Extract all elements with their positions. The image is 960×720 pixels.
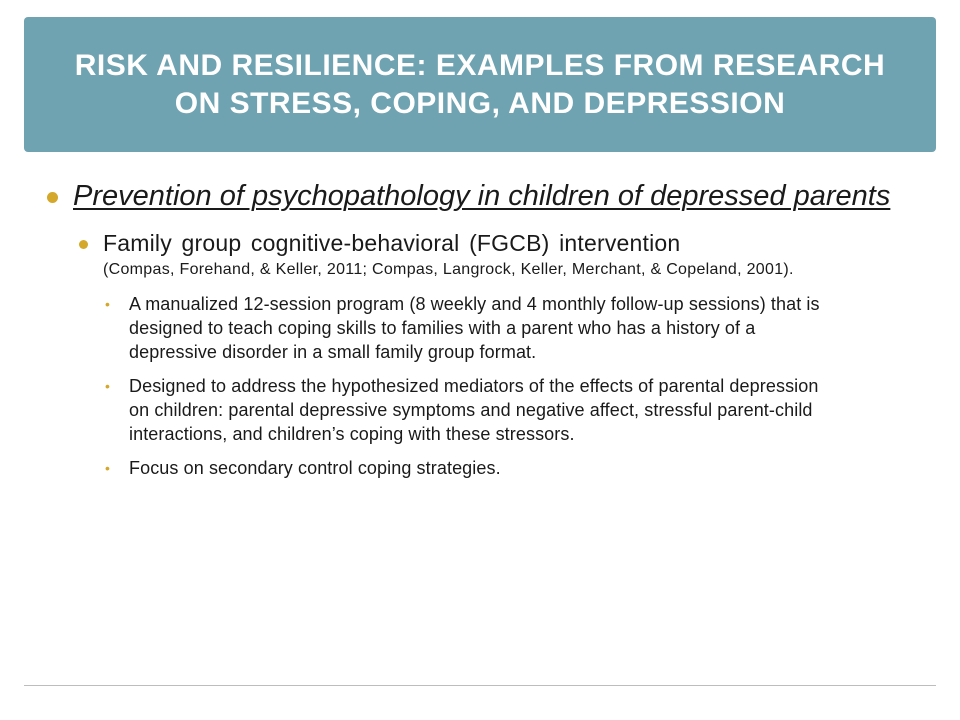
- slide-content: [45, 177, 905, 490]
- slide-title: RISK AND RESILIENCE: EXAMPLES FROM RESEARCH ON STRESS, COPING, AND DEPRESSION: [74, 48, 886, 120]
- detail-item: [103, 374, 823, 446]
- bullet-small-icon: •: [105, 460, 111, 476]
- intervention-name: Family group cognitive-behavioral (FGCB) intervention: [103, 230, 681, 256]
- bullet-small-icon: •: [105, 378, 111, 394]
- citation: (Compas, Forehand, & Keller, 2011; Compas, Langrock, Keller, Merchant, & Copeland, 2001).: [103, 261, 794, 278]
- detail-text: A manualized 12-session program (8 weekly and 4 monthly follow-up sessions) that is designed to teach coping skills to families with a parent who has a history of a depressive disorder in a small family group format.: [129, 294, 820, 362]
- title-bar: [24, 17, 936, 152]
- detail-list: [103, 292, 823, 480]
- bullet-level2: [79, 229, 883, 282]
- level1-heading: Prevention of psychopathology in children of depressed parents: [73, 180, 891, 212]
- footer-divider: [24, 685, 936, 686]
- bullet-small-icon: •: [105, 296, 111, 312]
- detail-text: Designed to address the hypothesized mediators of the effects of parental depression on children: parental depressive symptoms and negative affect, stressful parent-child interactions, and children’s coping with these stressors.: [129, 376, 819, 444]
- bullet-dot-icon: [47, 192, 58, 203]
- detail-item: [103, 292, 823, 364]
- bullet-dot-icon: [79, 240, 88, 249]
- bullet-level1: [45, 177, 905, 216]
- detail-item: [103, 456, 823, 480]
- detail-text: Focus on secondary control coping strategies.: [129, 458, 501, 478]
